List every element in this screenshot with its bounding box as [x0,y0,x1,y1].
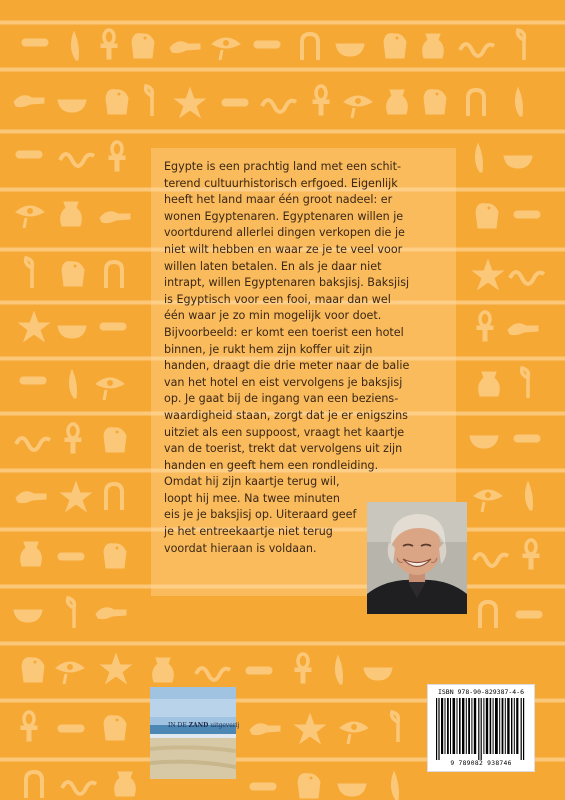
beach-scene-icon [150,687,236,779]
publisher-beach-image [150,687,236,779]
blurb-line: voordat hieraan is voldaan. [164,541,317,555]
blurb-line: willen laten betalen. En als je daar niet [164,259,382,273]
blurb-line: van de toerist, trekt dat vervolgens uit zijn [164,442,403,456]
blurb-line: wonen Egyptenaren. Egyptenaren willen je [164,209,404,223]
blurb-line: waardigheid staan, zorgt dat je er enigszins [164,408,408,422]
blurb-line: loopt hij mee. Na twee minuten [164,491,340,505]
blurb-line: handen en geeft hem een rondleiding. [164,458,379,472]
author-photo [367,502,467,614]
back-cover-blurb [164,159,454,557]
blurb-line: Bijvoorbeeld: er komt een toerist een hotel [164,325,404,339]
blurb-line: heeft het land maar één groot nadeel: er [164,193,393,207]
blurb-line: je het entreekaartje niet terug [164,525,333,539]
blurb-line: intrapt, willen Egyptenaren baksjisj. Baksjisj [164,276,410,290]
blurb-line: Omdat hij zijn kaartje terug wil, [164,475,340,489]
publisher-suffix: uitgeverij [210,722,240,729]
barcode-bars-icon [434,698,528,760]
blurb-line: van het hotel en eist vervolgens je baksjisj [164,375,403,389]
blurb-line: voortdurend allerlei dingen verkopen die je [164,226,405,240]
blurb-line: één waar je zo min mogelijk voor doet. [164,309,382,323]
author-portrait-icon [367,502,467,614]
blurb-line: op. Je gaat bij de ingang van een beziens- [164,392,399,406]
blurb-line: niet wilt hebben en waar ze je te veel voor [164,242,403,256]
publisher-logo-text [168,722,239,729]
blurb-line: Egypte is een prachtig land met een schit- [164,160,402,173]
blurb-line: handen, draagt die drie meter naar de balie [164,359,410,373]
publisher-prefix: IN DE [168,722,187,729]
isbn-barcode [427,684,535,772]
blurb-line: binnen, je rukt hem zijn koffer uit zijn [164,342,373,356]
blurb-line: is Egyptisch voor een fooi, maar dan wel [164,292,391,306]
blurb-line: eis je je baksjisj op. Uiteraard geef [164,508,357,522]
blurb-line: uitziet als een suppoost, vraagt het kaartje [164,425,405,439]
blurb-line: terend cultuurhistorisch erfgoed. Eigenlijk [164,176,398,190]
ean-digits: 9 789082 938746 [450,760,512,767]
publisher-name: ZAND [188,722,209,729]
isbn-label: ISBN 978-90-829387-4-6 [437,688,525,696]
